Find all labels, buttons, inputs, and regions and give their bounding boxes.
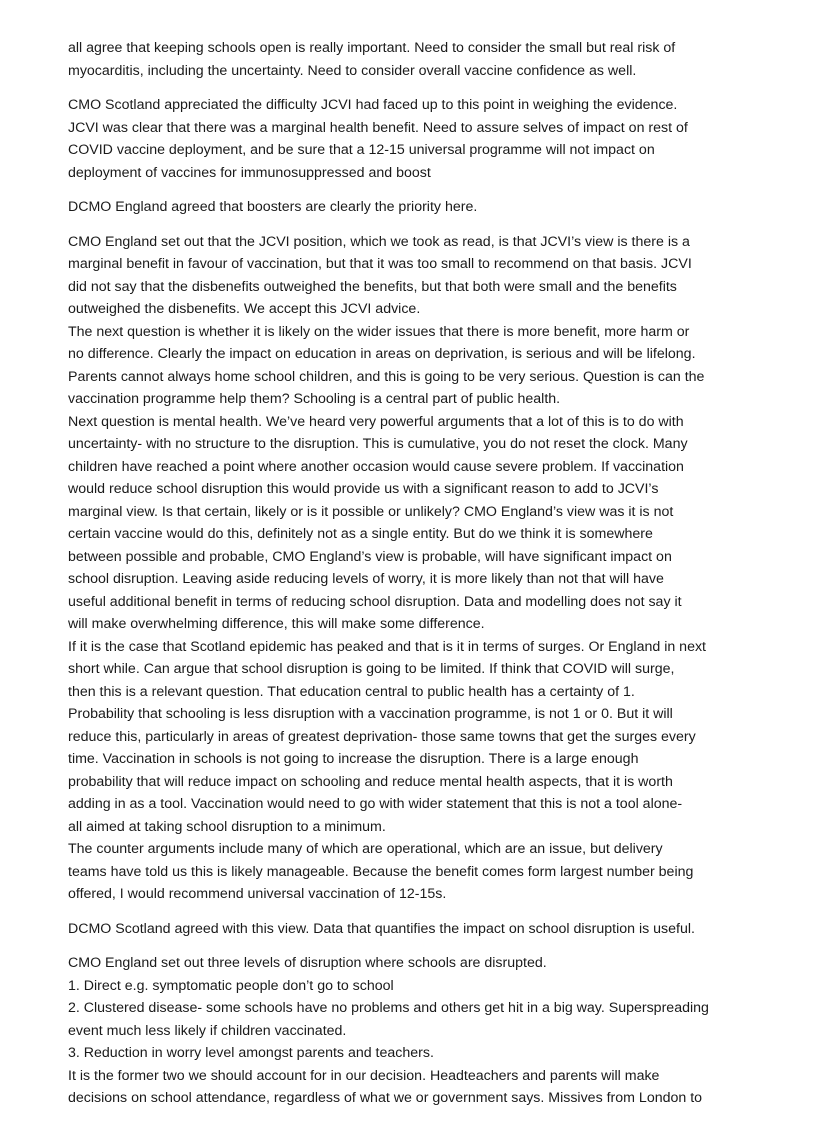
text-line: all aimed at taking school disruption to a minimum. xyxy=(68,818,386,835)
text-line: The counter arguments include many of which are operational, which are an issue, but delivery xyxy=(68,841,663,857)
text-line: CMO England set out that the JCVI position, which we took as read, is that JCVI’s view is there is a xyxy=(68,233,690,250)
list-item: 3. Reduction in worry level amongst parents and teachers. xyxy=(68,1045,434,1061)
text-line: vaccination programme help them? Schooling is a central part of public health. xyxy=(68,391,561,407)
text-line: COVID vaccine deployment, and be sure that a 12-15 universal programme will not impact on xyxy=(68,142,655,158)
text-line: DCMO Scotland agreed with this view. Data that quantifies the impact on school disruption is useful. xyxy=(68,920,695,937)
text-line: then this is a relevant question. That education central to public health has a certainty of 1. xyxy=(68,683,635,700)
text-line: teams have told us this is likely manageable. Because the benefit comes form largest number being xyxy=(68,863,694,880)
paragraph-cmo-england-position xyxy=(68,231,768,906)
text-line: outweighed the disbenefits. We accept this JCVI advice. xyxy=(68,301,421,317)
text-line: DCMO England agreed that boosters are clearly the priority here. xyxy=(68,199,478,215)
text-line: event much less likely if children vaccinated. xyxy=(68,1022,347,1039)
text-line: deployment of vaccines for immunosuppressed and boost xyxy=(68,164,431,181)
text-line: It is the former two we should account for in our decision. Headteachers and parents will make xyxy=(68,1067,660,1084)
text-line: Next question is mental health. We’ve heard very powerful arguments that a lot of this is to do with xyxy=(68,413,684,430)
text-line: useful additional benefit in terms of reducing school disruption. Data and modelling does not say it xyxy=(68,593,682,610)
text-line: time. Vaccination in schools is not going to increase the disruption. There is a large enough xyxy=(68,751,639,767)
text-line: will make overwhelming difference, this will make some difference. xyxy=(68,616,485,632)
text-line: myocarditis, including the uncertainty. Need to consider overall vaccine confidence as well. xyxy=(68,62,637,79)
text-line: The next question is whether it is likely on the wider issues that there is more benefit, more harm or xyxy=(68,323,690,340)
paragraph-disruption-levels xyxy=(68,952,768,1110)
text-line: marginal benefit in favour of vaccination, but that it was too small to recommend on that basis. JCVI xyxy=(68,256,692,272)
text-line: would reduce school disruption this would provide us with a significant reason to add to JCVI’s xyxy=(68,481,659,497)
text-line: uncertainty- with no structure to the disruption. This is cumulative, you do not reset the clock. Many xyxy=(68,436,688,452)
text-line: short while. Can argue that school disruption is going to be limited. If think that COVID will surge, xyxy=(68,661,675,677)
text-line: certain vaccine would do this, definitely not as a single entity. But do we think it is somewhere xyxy=(68,526,653,542)
text-line: reduce this, particularly in areas of greatest deprivation- those same towns that get the surges every xyxy=(68,728,696,745)
text-line: all agree that keeping schools open is really important. Need to consider the small but real risk of xyxy=(68,40,676,56)
text-line: decisions on school attendance, regardless of what we or government says. Missives from London to xyxy=(68,1090,703,1106)
text-line: CMO England set out three levels of disruption where schools are disrupted. xyxy=(68,955,547,971)
list-item: 2. Clustered disease- some schools have no problems and others get hit in a big way. Superspreading xyxy=(68,1000,709,1016)
text-line: no difference. Clearly the impact on education in areas on deprivation, is serious and will be lifelong. xyxy=(68,346,696,362)
text-line: offered, I would recommend universal vaccination of 12-15s. xyxy=(68,886,447,902)
text-line: between possible and probable, CMO England’s view is probable, will have significant impact on xyxy=(68,548,672,565)
paragraph-myocarditis xyxy=(68,37,768,82)
list-item: 1. Direct e.g. symptomatic people don’t go to school xyxy=(68,977,394,994)
document-page xyxy=(68,37,768,1122)
text-line: marginal view. Is that certain, likely or is it possible or unlikely? CMO England’s view was it is not xyxy=(68,503,674,520)
text-line: Parents cannot always home school children, and this is going to be very serious. Question is can the xyxy=(68,368,705,385)
text-line: JCVI was clear that there was a marginal health benefit. Need to assure selves of impact on rest of xyxy=(68,119,688,136)
paragraph-dcmo-scotland xyxy=(68,918,768,941)
text-line: CMO Scotland appreciated the difficulty JCVI had faced up to this point in weighing the evidence. xyxy=(68,97,678,113)
text-line: did not say that the disbenefits outweighed the benefits, but that both were small and the benefits xyxy=(68,278,677,295)
paragraph-dcmo-england xyxy=(68,196,768,219)
paragraph-cmo-scotland xyxy=(68,94,768,184)
text-line: probability that will reduce impact on schooling and reduce mental health aspects, that it is worth xyxy=(68,773,673,790)
text-line: children have reached a point where another occasion would cause severe problem. If vaccination xyxy=(68,458,684,475)
text-line: adding in as a tool. Vaccination would need to go with wider statement that this is not a tool alone- xyxy=(68,796,683,812)
text-line: school disruption. Leaving aside reducing levels of worry, it is more likely than not that will have xyxy=(68,571,664,587)
text-line: If it is the case that Scotland epidemic has peaked and that is it in terms of surges. Or England in next xyxy=(68,638,706,655)
text-line: Probability that schooling is less disruption with a vaccination programme, is not 1 or 0. But it will xyxy=(68,706,673,722)
